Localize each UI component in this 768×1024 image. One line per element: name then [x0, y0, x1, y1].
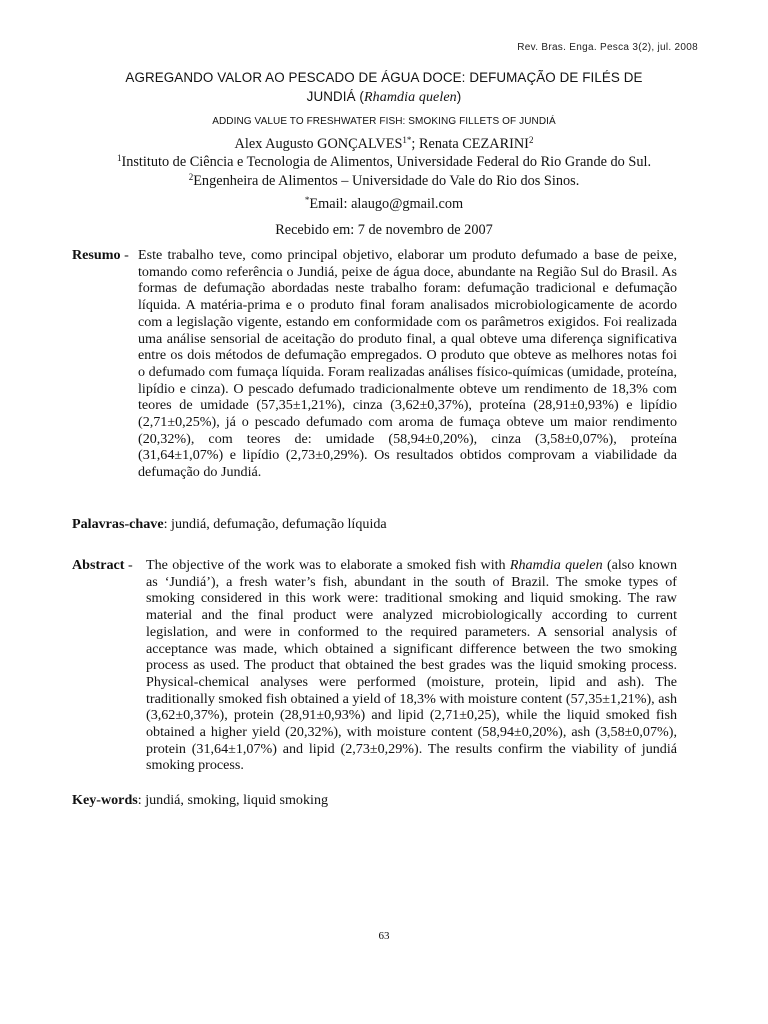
palavras-chave — [72, 516, 387, 533]
affiliation-2-sup: 2 — [188, 172, 194, 182]
author-email — [60, 196, 708, 213]
title-line-2-suffix: ) — [456, 89, 462, 104]
resumo-text: Este trabalho teve, como principal objetivo, elaborar um produto defumado a base de peixe, tomando como referência o Jundiá, peixe de água doce, abundante na Região Sul do Brasil. As formas de defumação abordadas neste trabalho foram: defumação tradicional e defumação líquida. A matéria-prima e o produto final foram analisados microbiologicamente de acordo com a legislação vigente, estando em conformidade com os parâmetros exigidos. Foi realizada uma análise sensorial de aceitação do produto final, a qual obteve uma diferença significativa entre os dois métodos de defumação empregados. O produto que obteve as melhores notas foi o defumado com fumaça líquida. Foram realizadas análises físico-químicas (umidade, proteína, lipídio e cinza). O pescado defumado tradicionalmente obteve um rendimento de 18,3% com teores de umidade (57,35±1,21%), cinza (3,62±0,37%), proteína (28,91±0,93%) e lipídio (2,71±0,25%), já o pescado defumado com aroma de fumaça obteve um maior rendimento (20,32%), com teores de: umidade (58,94±0,20%), cinza (3,58±0,07%), proteína (31,64±1,07%) e lipídio (2,73±0,29%). Os resultados obtidos comprovam a viabilidade da defumação do Jundiá. — [138, 247, 677, 481]
resumo-label: Resumo — [72, 247, 121, 263]
title-scientific-name: Rhamdia quelen — [364, 90, 457, 105]
abstract-label: Abstract — [72, 557, 125, 573]
received-date: Recebido em: 7 de novembro de 2007 — [275, 222, 493, 238]
abstract-section — [72, 557, 677, 774]
affiliation-1 — [60, 154, 708, 171]
key-words-label: Key-words — [72, 792, 138, 808]
abstract-text-before: The objective of the work was to elaborate a smoked fish with — [146, 557, 510, 574]
key-words-text: : jundiá, smoking, liquid smoking — [137, 792, 329, 808]
author-2-sup: 2 — [528, 135, 534, 145]
resumo-section — [72, 247, 677, 481]
author-1-sup: 1* — [402, 135, 412, 145]
english-title: ADDING VALUE TO FRESHWATER FISH: SMOKING FILLETS OF JUNDIÁ — [212, 116, 556, 127]
affiliation-1-sup: 1 — [116, 153, 122, 163]
abstract-scientific-name: Rhamdia quelen — [509, 557, 603, 574]
palavras-chave-text: : jundiá, defumação, defumação líquida — [163, 516, 387, 532]
resumo-dash: - — [120, 247, 129, 263]
abstract-text — [146, 557, 677, 774]
affiliation-2-text: Engenheira de Alimentos – Universidade do Vale do Rio dos Sinos. — [193, 173, 580, 189]
paper-title — [80, 68, 688, 107]
author-1: Alex Augusto GONÇALVES — [234, 136, 403, 152]
author-2: ; Renata CEZARINI — [411, 136, 529, 152]
title-line-2-prefix: JUNDIÁ ( — [306, 89, 364, 104]
title-line-1: AGREGANDO VALOR AO PESCADO DE ÁGUA DOCE: DEFUMAÇÃO DE FILÉS DE — [125, 70, 643, 85]
abstract-text-after: (also known as ‘Jundiá’), a fresh water’s fish, abundant in the south of Brazil. The smoke types of smoking considered in this work were: traditional smoking and liquid smoking. The raw material and the final product were analyzed microbiologically according to current legislation, and were in conformed to the required parameters. A sensorial analysis of acceptance was made, which obtained a significant difference between the two smoking process as used. The product that obtained the best grades was the liquid smoking process. Physical-chemical analyses were performed (moisture, protein, lipid and ash). The traditionally smoked fish obtained a yield of 18,3% with moisture content (57,35±1,21%), ash (3,62±0,37%), protein (28,91±0,93%) and lipid (2,71±0,25), while the liquid smoked fish obtained a higher yield (20,32%), with moisture content (58,94±0,20%), ash (3,58±0,07%), protein (31,64±1,07%) and lipid (2,73±0,29%). The results confirm the viability of jundiá smoking process. — [146, 557, 677, 774]
email-text: Email: alaugo@gmail.com — [309, 196, 464, 212]
affiliation-2 — [60, 173, 708, 190]
page-number: 63 — [378, 930, 390, 942]
title-line-2 — [80, 87, 688, 107]
palavras-chave-label: Palavras-chave — [72, 516, 164, 532]
authors-line — [60, 136, 708, 153]
journal-header: Rev. Bras. Enga. Pesca 3(2), jul. 2008 — [517, 42, 698, 53]
abstract-dash: - — [124, 557, 133, 573]
affiliation-1-text: Instituto de Ciência e Tecnologia de Alimentos, Universidade Federal do Rio Grande do Sul. — [121, 154, 652, 170]
key-words — [72, 792, 328, 809]
email-sup: * — [304, 195, 310, 205]
